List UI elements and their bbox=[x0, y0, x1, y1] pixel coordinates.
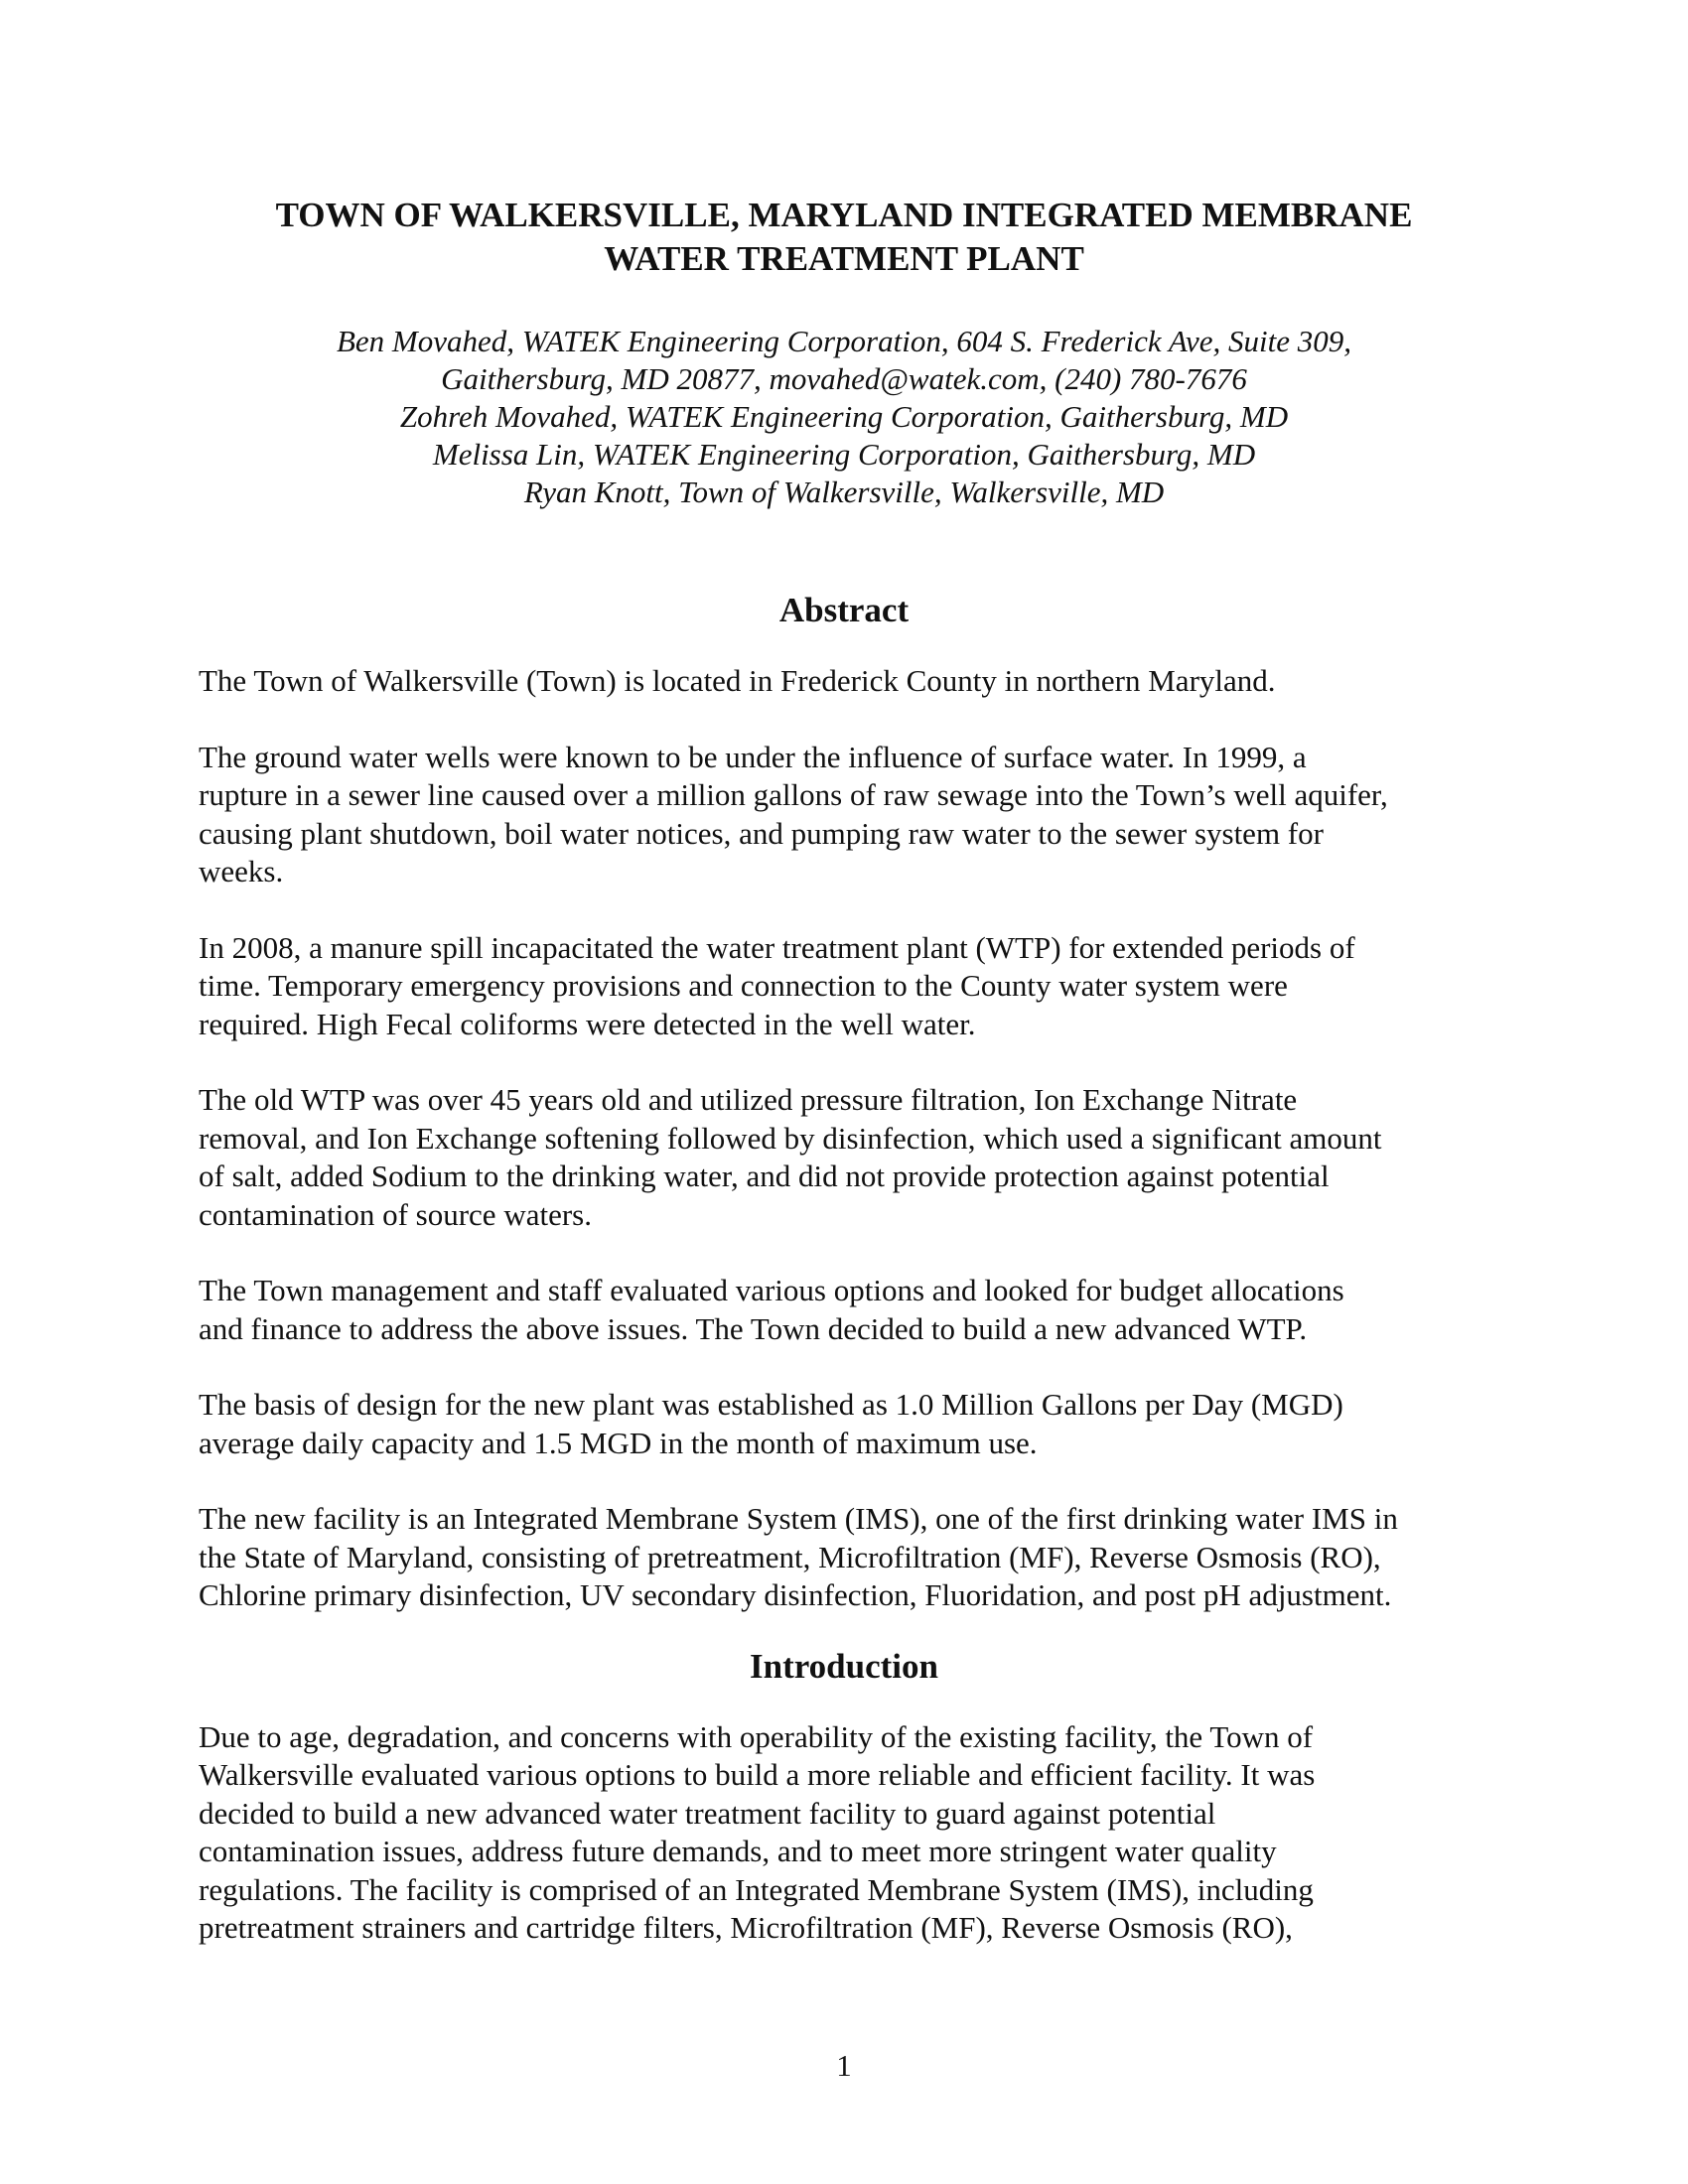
page-number: 1 bbox=[836, 2048, 852, 2083]
abstract-paragraph bbox=[199, 929, 1489, 1044]
text-line: rupture in a sewer line caused over a million gallons of raw sewage into the Town’s well aquifer, bbox=[199, 777, 1388, 812]
author-line: Zohreh Movahed, WATEK Engineering Corporation, Gaithersburg, MD bbox=[399, 399, 1289, 434]
text-line: removal, and Ion Exchange softening followed by disinfection, which used a significant amount bbox=[199, 1120, 1382, 1156]
author-line: Ryan Knott, Town of Walkersville, Walkersville, MD bbox=[523, 475, 1165, 509]
paper-page bbox=[199, 194, 1489, 1948]
text-line: contamination of source waters. bbox=[199, 1196, 592, 1232]
introduction-paragraph bbox=[199, 1718, 1489, 1948]
text-line: Due to age, degradation, and concerns with operability of the existing facility, the Town of bbox=[199, 1718, 1314, 1754]
text-line: causing plant shutdown, boil water notices, and pumping raw water to the sewer system for bbox=[199, 815, 1324, 851]
author-line: Gaithersburg, MD 20877, movahed@watek.com, (240) 780-7676 bbox=[441, 361, 1247, 396]
text-line: regulations. The facility is comprised of an Integrated Membrane System (IMS), including bbox=[199, 1871, 1314, 1907]
author-line: Ben Movahed, WATEK Engineering Corporation, 604 S. Frederick Ave, Suite 309, bbox=[336, 324, 1352, 358]
text-line: Chlorine primary disinfection, UV secondary disinfection, Fluoridation, and post pH adjustment. bbox=[199, 1577, 1392, 1612]
author-block bbox=[199, 323, 1489, 511]
abstract-paragraph bbox=[199, 662, 1489, 701]
text-line: The basis of design for the new plant was established as 1.0 Million Gallons per Day (MGD) bbox=[199, 1387, 1343, 1422]
abstract-paragraph bbox=[199, 1272, 1489, 1348]
author-line: Melissa Lin, WATEK Engineering Corporation, Gaithersburg, MD bbox=[432, 437, 1256, 472]
text-line: contamination issues, address future demands, and to meet more stringent water quality bbox=[199, 1834, 1277, 1868]
abstract-paragraph bbox=[199, 1500, 1489, 1615]
text-line: Walkersville evaluated various options to build a more reliable and efficient facility. It was bbox=[199, 1757, 1316, 1792]
abstract-paragraph bbox=[199, 739, 1489, 891]
text-line: The new facility is an Integrated Membrane System (IMS), one of the first drinking water IMS in bbox=[199, 1501, 1398, 1536]
text-line: The old WTP was over 45 years old and utilized pressure filtration, Ion Exchange Nitrate bbox=[199, 1082, 1298, 1117]
text-line: In 2008, a manure spill incapacitated the water treatment plant (WTP) for extended periods of bbox=[199, 929, 1355, 965]
text-line: decided to build a new advanced water treatment facility to guard against potential bbox=[199, 1795, 1216, 1831]
text-line: of salt, added Sodium to the drinking water, and did not provide protection against potential bbox=[199, 1159, 1330, 1193]
text-line: The ground water wells were known to be under the influence of surface water. In 1999, a bbox=[199, 739, 1307, 774]
paper-title-line: WATER TREATMENT PLANT bbox=[604, 239, 1084, 278]
text-line: pretreatment strainers and cartridge filters, Microfiltration (MF), Reverse Osmosis (RO), bbox=[199, 1910, 1293, 1945]
paper-title bbox=[199, 194, 1489, 281]
text-line: average daily capacity and 1.5 MGD in the month of maximum use. bbox=[199, 1425, 1038, 1460]
text-line: required. High Fecal coliforms were detected in the well water. bbox=[199, 1006, 976, 1041]
text-line: The Town of Walkersville (Town) is located in Frederick County in northern Maryland. bbox=[199, 663, 1276, 698]
introduction-heading: Introduction bbox=[750, 1646, 938, 1686]
text-line: and finance to address the above issues. The Town decided to build a new advanced WTP. bbox=[199, 1310, 1308, 1346]
text-line: time. Temporary emergency provisions and connection to the County water system were bbox=[199, 968, 1288, 1003]
abstract-paragraph bbox=[199, 1081, 1489, 1234]
abstract-paragraph bbox=[199, 1386, 1489, 1462]
text-line: weeks. bbox=[199, 854, 284, 888]
paper-title-line: TOWN OF WALKERSVILLE, MARYLAND INTEGRATED MEMBRANE bbox=[275, 196, 1413, 234]
abstract-heading: Abstract bbox=[778, 591, 910, 629]
text-line: The Town management and staff evaluated various options and looked for budget allocations bbox=[199, 1273, 1344, 1307]
text-line: the State of Maryland, consisting of pretreatment, Microfiltration (MF), Reverse Osmosis (RO), bbox=[199, 1539, 1381, 1574]
